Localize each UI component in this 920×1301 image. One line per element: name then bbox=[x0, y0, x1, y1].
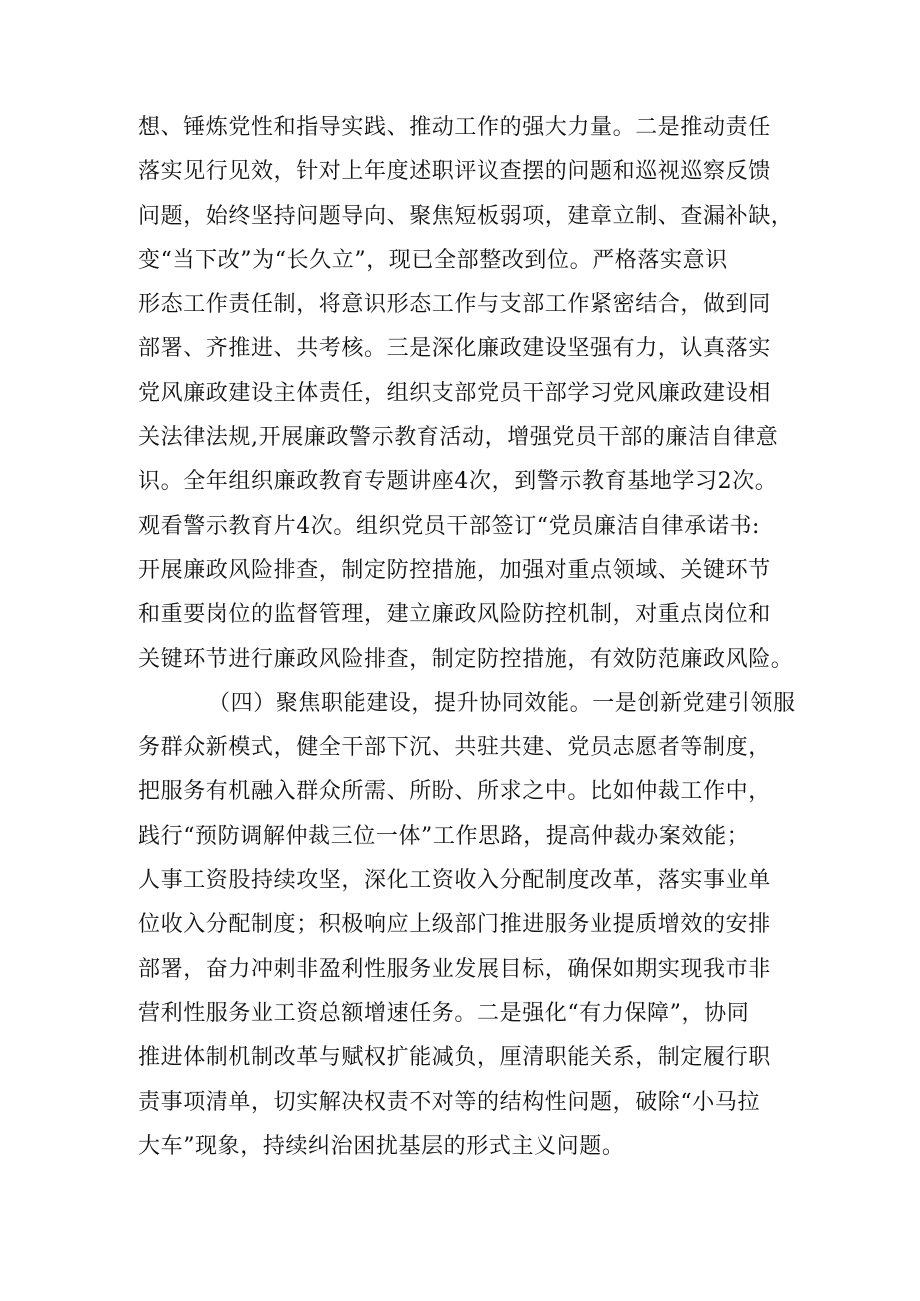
paragraph-1 bbox=[138, 106, 798, 682]
text-line: 党风廉政建设主体责任，组织支部党员干部学习党风廉政建设相 bbox=[138, 380, 771, 406]
text-line: 落实见行见效，针对上年度述职评议查摆的问题和巡视巡察反馈 bbox=[138, 159, 771, 185]
text-line: 责事项清单，切实解决权责不对等的结构性问题，破除“小马拉 bbox=[138, 1089, 761, 1115]
text-line: 观看警示教育片4次。组织党员干部签订“党员廉洁自律承诺书: bbox=[138, 513, 761, 539]
text-line: 变“当下改”为“长久立”，现已全部整改到位。严格落实意识 bbox=[138, 247, 728, 273]
paragraph-2 bbox=[138, 682, 798, 1169]
text-line: 位收入分配制度；积极响应上级部门推进服务业提质增效的安排 bbox=[138, 912, 771, 938]
text-line: 践行“预防调解仲裁三位一体”工作思路，提高仲裁办案效能； bbox=[138, 823, 750, 849]
text-line: 问题，始终坚持问题导向、聚焦短板弱项，建章立制、查漏补缺， bbox=[138, 203, 794, 229]
text-line: 把服务有机融入群众所需、所盼、所求之中。比如仲裁工作中， bbox=[138, 779, 771, 805]
text-line: 务群众新模式，健全干部下沉、共驻共建、党员志愿者等制度， bbox=[138, 735, 771, 761]
text-line: 识。全年组织廉政教育专题讲座4次，到警示教育基地学习2次。 bbox=[138, 469, 778, 495]
text-line: 部署，奋力冲刺非盈利性服务业发展目标，确保如期实现我市非 bbox=[138, 956, 771, 982]
text-line: 关法律法规,开展廉政警示教育活动，增强党员干部的廉洁自律意 bbox=[138, 425, 779, 451]
text-line: 人事工资股持续攻坚，深化工资收入分配制度改革，落实事业单 bbox=[138, 868, 771, 894]
text-line: 想、锤炼党性和指导实践、推动工作的强大力量。二是推动责任 bbox=[138, 115, 771, 140]
text-line: 关键环节进行廉政风险排查，制定防控措施，有效防范廉政风险。 bbox=[138, 646, 794, 672]
section-heading-line: （四）聚焦职能建设，提升协同效能。一是创新党建引领服 bbox=[208, 690, 796, 716]
text-line: 开展廉政风险排查，制定防控措施，加强对重点领域、关键环节 bbox=[138, 557, 771, 583]
text-line: 营利性服务业工资总额增速任务。二是强化“有力保障”，协同 bbox=[138, 1000, 750, 1026]
document-body bbox=[138, 106, 798, 1169]
text-line: 部署、齐推进、共考核。三是深化廉政建设坚强有力，认真落实 bbox=[138, 336, 771, 362]
text-line: 大车”现象，持续纠治困扰基层的形式主义问题。 bbox=[138, 1133, 625, 1159]
text-line: 形态工作责任制，将意识形态工作与支部工作紧密结合，做到同 bbox=[138, 292, 771, 318]
text-line: 和重要岗位的监督管理，建立廉政风险防控机制，对重点岗位和 bbox=[138, 602, 771, 628]
text-line: 推进体制机制改革与赋权扩能减负，厘清职能关系，制定履行职 bbox=[138, 1045, 771, 1071]
